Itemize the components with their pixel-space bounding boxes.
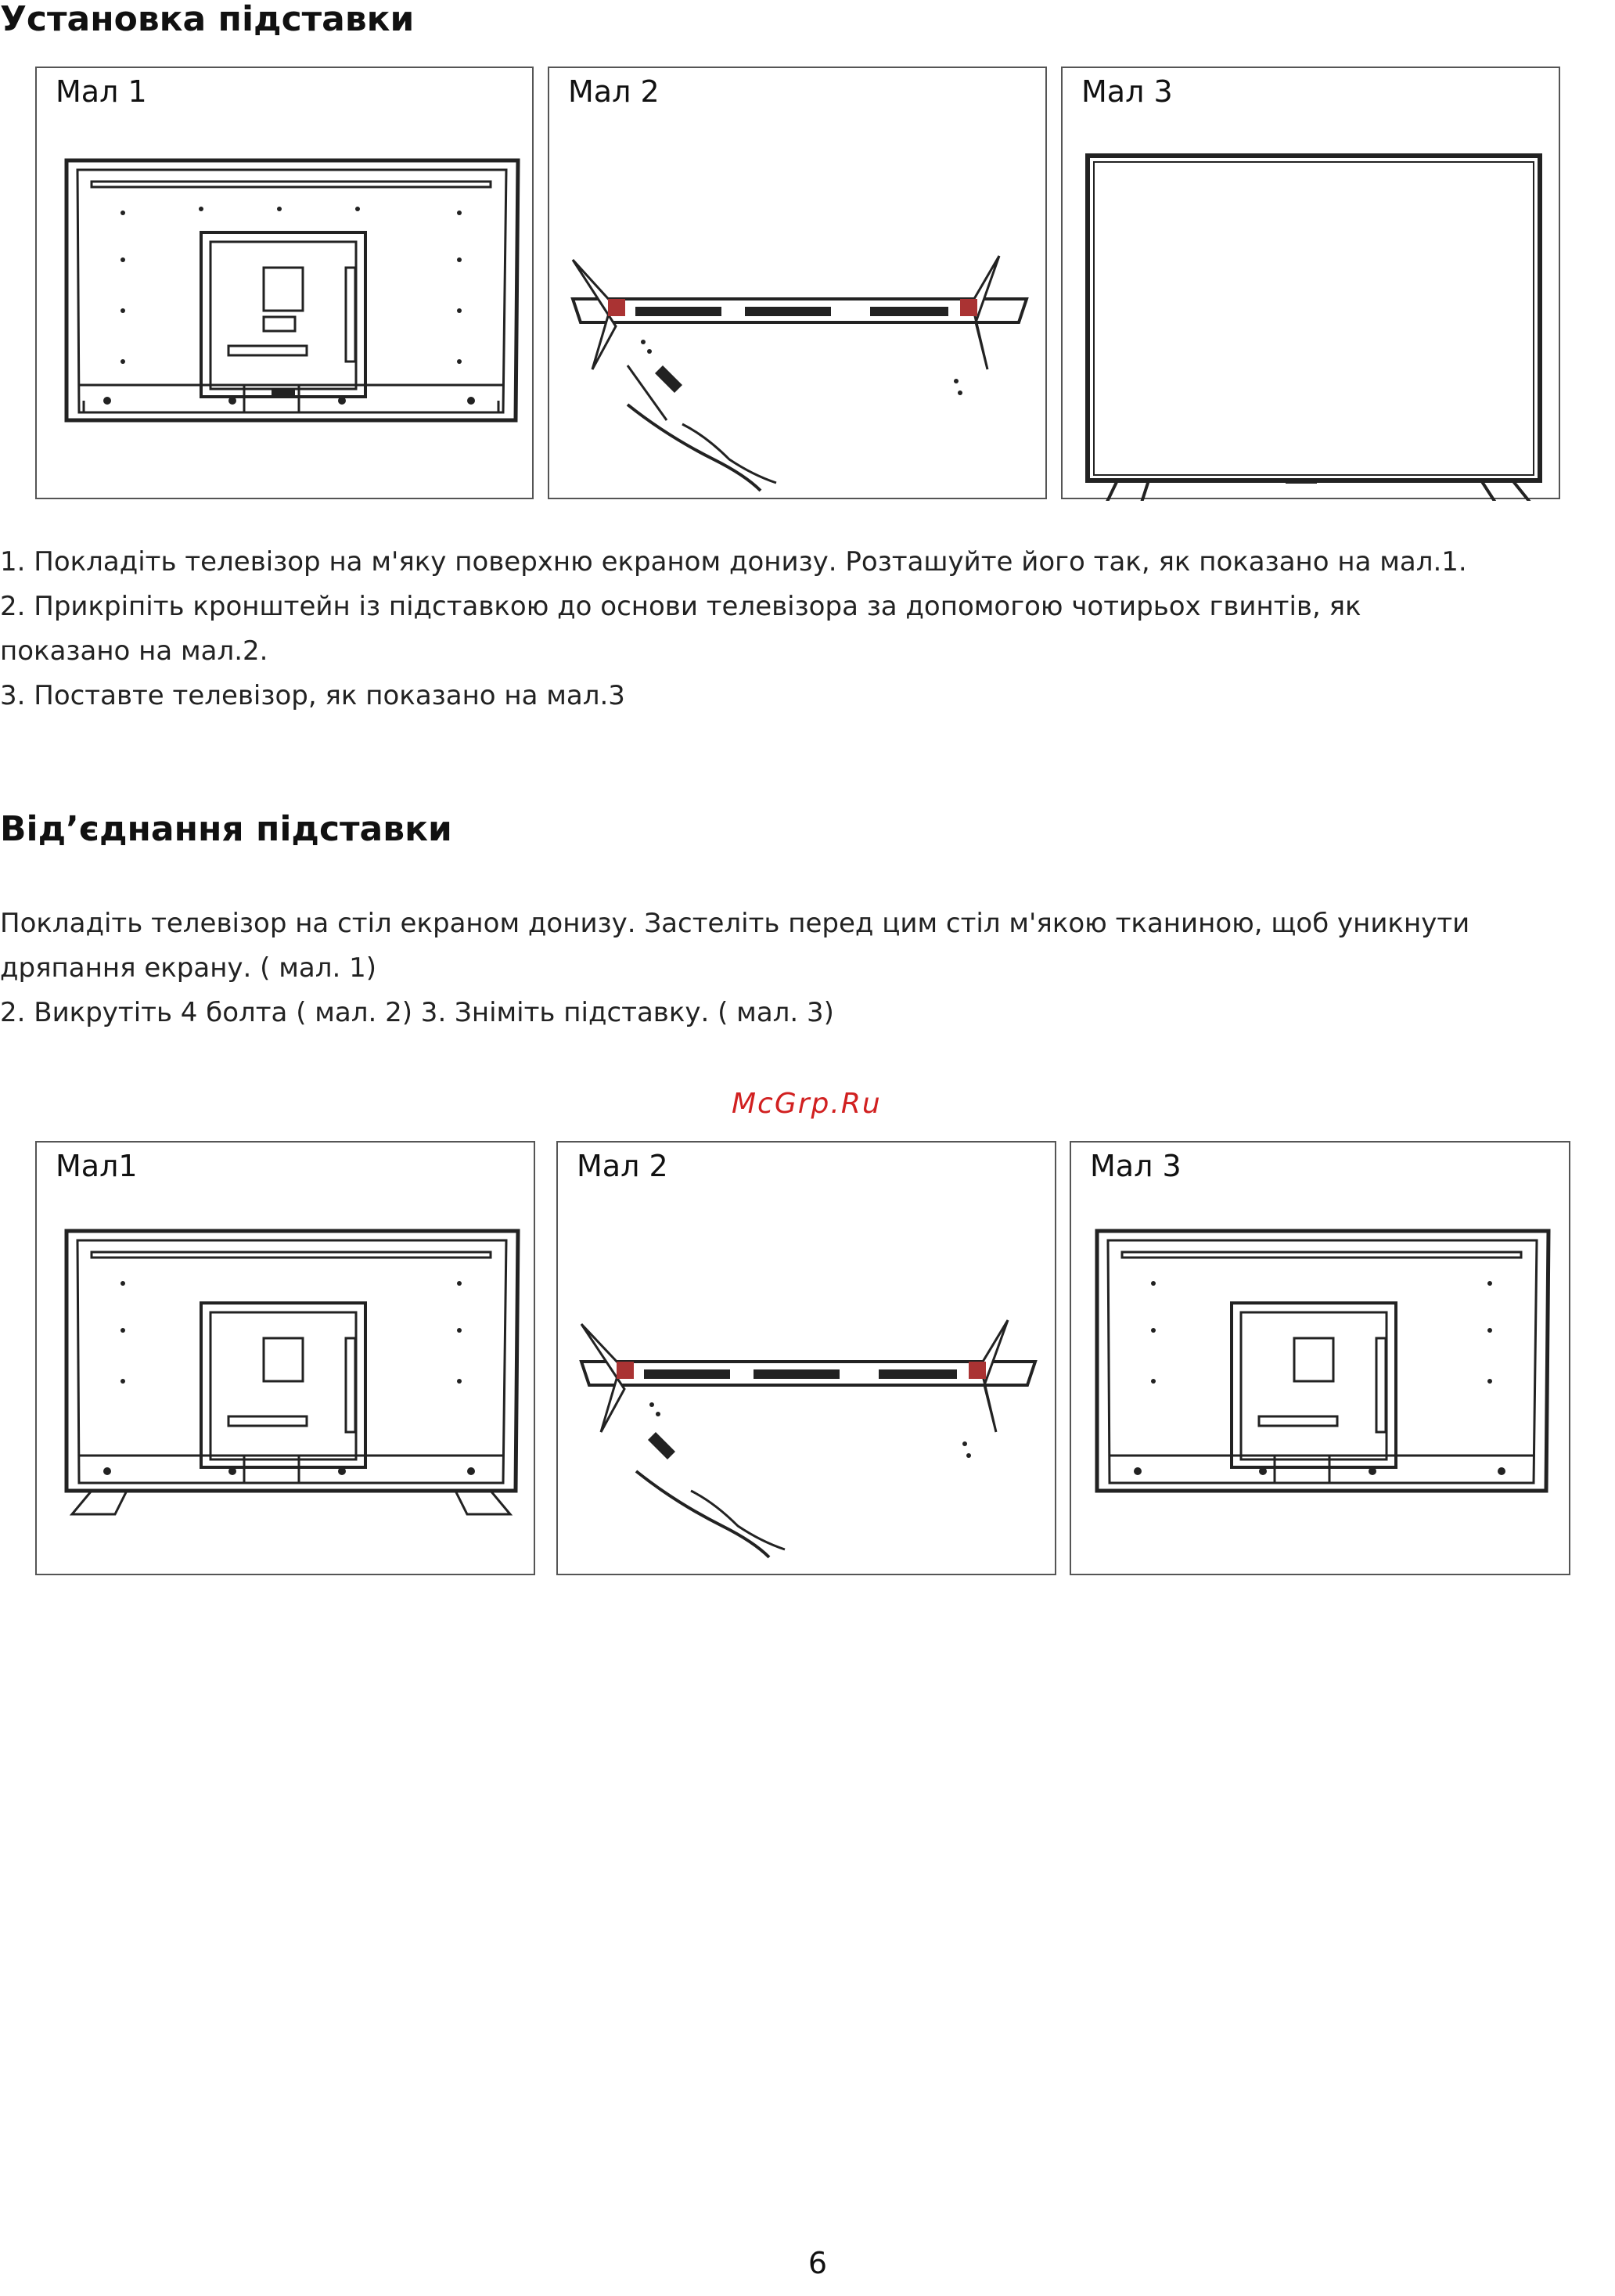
figure-label: Мал 1 <box>56 74 147 109</box>
detach-steps <box>0 901 1615 1035</box>
install-step: показано на мал.2. <box>0 635 268 667</box>
detach-figure-2 <box>556 1141 1056 1575</box>
detach-step: Покладіть телевізор на стіл екраном донизу. Застеліть перед цим стіл м'якою тканиною, щоб уникнути <box>0 908 1470 939</box>
tv-back-stand-illustration <box>37 1143 537 1577</box>
page-number: 6 <box>808 2246 828 2280</box>
detach-step: дряпання екрану. ( мал. 1) <box>0 952 376 984</box>
install-steps <box>0 540 1615 718</box>
install-step: 1. Покладіть телевізор на м'яку поверхню екраном донизу. Розташуйте його так, як показано на мал.1. <box>0 546 1467 578</box>
stand-attach-illustration <box>549 68 1048 501</box>
watermark-text: McGrp.Ru <box>732 1088 882 1120</box>
detach-figure-1 <box>35 1141 535 1575</box>
detach-figure-3 <box>1070 1141 1570 1575</box>
tv-back-no-stand-illustration <box>1071 1143 1572 1577</box>
stand-remove-illustration <box>558 1143 1058 1577</box>
figure-label: Мал1 <box>56 1149 138 1183</box>
figure-label: Мал 3 <box>1081 74 1173 109</box>
install-figure-1 <box>35 67 534 499</box>
figure-label: Мал 3 <box>1090 1149 1182 1183</box>
install-figure-3 <box>1061 67 1560 499</box>
tv-front-illustration <box>1063 68 1562 501</box>
detach-heading: Від’єднання підставки <box>0 809 452 849</box>
figure-label: Мал 2 <box>568 74 660 109</box>
install-heading: Установка підставки <box>0 0 415 39</box>
detach-step: 2. Викрутіть 4 болта ( мал. 2) 3. Зніміть підставку. ( мал. 3) <box>0 997 834 1028</box>
figure-label: Мал 2 <box>577 1149 668 1183</box>
tv-back-illustration <box>37 68 535 501</box>
install-figure-2 <box>548 67 1047 499</box>
install-step: 2. Прикріпіть кронштейн із підставкою до основи телевізора за допомогою чотирьох гвинтів, як <box>0 591 1361 622</box>
install-step: 3. Поставте телевізор, як показано на мал.3 <box>0 680 625 711</box>
